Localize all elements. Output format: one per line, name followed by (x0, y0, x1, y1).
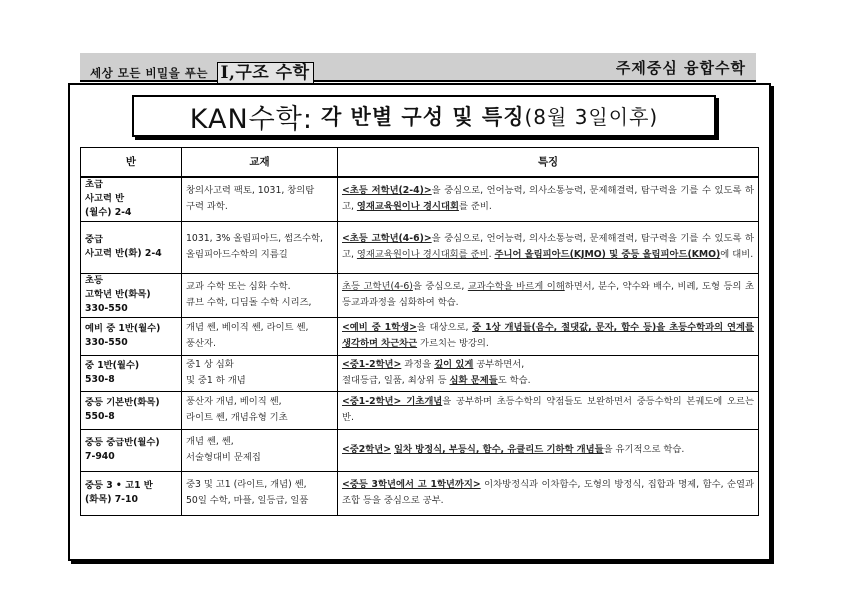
table-row (81, 471, 759, 515)
material-line: 개념 쎈, 쎈, (186, 436, 234, 447)
feature-text: 영재교육원이나 경시대회를 준비 (356, 249, 489, 260)
feature-text: 하면서, 분수, 약수와 배수, 비례, 도형 등의 초등교과과정을 심화하여 학습. (342, 281, 754, 308)
material-line: 개념 쎈, 베이직 쎈, 라이트 쎈, (186, 322, 309, 333)
header-bar (80, 53, 756, 82)
material-cell (182, 429, 338, 471)
feature-text: 영재교육원이나 경시대회 (356, 201, 459, 213)
title-rest (321, 101, 658, 131)
header-right-title: 주제중심 융합수학 (615, 59, 746, 77)
class-name-line: 330-550 (85, 337, 128, 348)
table-body (81, 177, 759, 515)
class-name-cell (81, 221, 182, 273)
feature-cell (338, 355, 759, 391)
material-line: 구력 과학. (186, 201, 228, 213)
material-cell (182, 391, 338, 429)
material-cell (182, 355, 338, 391)
material-line: 올림피아드수학의 지름길 (186, 249, 288, 260)
material-cell (182, 177, 338, 221)
header-book-title: I,구조 수학 (217, 62, 314, 84)
feature-text: . (488, 249, 495, 260)
material-cell (182, 221, 338, 273)
page-frame (68, 83, 771, 561)
feature-text: 를 준비. (458, 201, 492, 213)
class-name-line: 예비 중 1반(월수) (85, 323, 161, 334)
material-line: 교과 수학 또는 심화 수학. (186, 281, 291, 292)
feature-text: 을 공부하며 초등수학의 약점들도 보완하면서 중등수학의 본궤도에 오르는 반. (342, 396, 754, 423)
header-material: 교재 (182, 148, 338, 178)
class-name-line: 고학년 반(화목) (85, 289, 151, 300)
feature-text: 심화 문제들 (449, 375, 498, 386)
feature-cell (338, 177, 759, 221)
feature-text: 공부하면서, (473, 359, 525, 370)
feature-text: <중1-2학년> (342, 359, 402, 370)
feature-text: 중 1상 개념들(음수, 절댓값, 문자, 함수 등)을 초등수학과의 연계를 생각하며 차근차근 (342, 322, 754, 349)
feature-text: <중등 3학년에서 고 1학년까지> (342, 479, 481, 490)
class-name-line: 330-550 (85, 303, 128, 314)
material-line: 풍산자 개념, 베이직 쎈, (186, 396, 282, 407)
feature-text: 초등 고학년(4-6) (342, 281, 413, 292)
feature-text: 과정을 (401, 359, 435, 370)
feature-cell (338, 429, 759, 471)
table-row (81, 273, 759, 317)
class-name-line: 사고력 반(화) 2-4 (85, 248, 162, 259)
feature-text: 도 학습. (497, 375, 531, 386)
table-row (81, 355, 759, 391)
feature-cell (338, 317, 759, 355)
feature-text: 을 대상으로, (416, 322, 473, 333)
material-line: 풍산자. (186, 338, 216, 349)
class-name-line: 사고력 반 (85, 193, 125, 205)
table-row (81, 221, 759, 273)
class-name-line: 초등 (85, 275, 103, 286)
feature-text: 을 중심으로, 언어능력, 의사소통능력, 문제해결력, 탐구력을 기를 수 있도록 하고, (342, 185, 755, 213)
table-row (81, 391, 759, 429)
feature-text: <예비 중 1학생> (342, 322, 417, 333)
title-date: (8월 3일이후) (524, 105, 659, 129)
class-name-cell (81, 429, 182, 471)
material-cell (182, 317, 338, 355)
feature-cell (338, 273, 759, 317)
material-line: 중1 상 심화 (186, 359, 234, 370)
class-name-cell (81, 471, 182, 515)
class-name-line: 중등 기본반(화목) (85, 397, 160, 408)
feature-text: 가르치는 방강의. (417, 338, 489, 349)
material-cell (182, 273, 338, 317)
feature-text: 을 중심으로, 언어능력, 의사소통능력, 문제해결력, 탐구력을 기를 수 있도록 하고, (342, 233, 755, 260)
class-name-line: (화목) 7-10 (85, 494, 138, 505)
material-line: 50일 수학, 마플, 일등급, 일품 (186, 495, 309, 506)
title-text: 각 반별 구성 및 특징 (320, 105, 525, 129)
feature-text: 을 유기적으로 학습. (603, 444, 685, 455)
feature-text: 절대등급, 일품, 최상위 등 (342, 375, 450, 386)
feature-text: 교과수학을 바르게 이해 (467, 281, 565, 292)
material-cell (182, 471, 338, 515)
feature-text: 에 대비. (720, 249, 754, 260)
class-name-line: 중 1반(월수) (85, 360, 140, 371)
class-name-cell (81, 273, 182, 317)
class-name-line: (월수) 2-4 (85, 207, 132, 219)
feature-text: <중2학년> (342, 444, 391, 455)
class-name-line: 초급 (85, 179, 103, 191)
material-line: 큐브 수학, 디딤돌 수학 시리즈, (186, 297, 312, 308)
class-name-line: 550-8 (85, 411, 115, 422)
material-line: 및 중1 하 개념 (186, 375, 246, 386)
feature-text: 깊이 있게 (434, 359, 474, 370)
material-line: 서술형대비 문제집 (186, 452, 261, 463)
class-name-cell (81, 391, 182, 429)
table-row (81, 429, 759, 471)
class-table (80, 147, 759, 516)
material-line: 라이트 쎈, 개념유형 기초 (186, 412, 288, 423)
material-line: 1031, 3% 올림피아드, 썸즈수학, (186, 233, 323, 244)
table-header-row (81, 148, 759, 178)
feature-text: 을 중심으로, (412, 281, 468, 292)
class-name-line: 7-940 (85, 451, 115, 462)
class-name-line: 중등 3 • 고1 반 (85, 480, 153, 491)
class-name-line: 530-8 (85, 374, 115, 385)
feature-text: 주니어 올림피아드(KJMO) 및 중등 올림피아드(KMO) (494, 249, 721, 260)
class-name-cell (81, 355, 182, 391)
class-name-cell (81, 177, 182, 221)
class-name-cell (81, 317, 182, 355)
feature-text: 이차방정식과 이차함수, 도형의 방정식, 집합과 명제, 함수, 순열과 조합 등을 중심으로 공부. (342, 479, 754, 506)
class-name-line: 중등 중급반(월수) (85, 437, 160, 448)
feature-text: <중1-2학년> 기초개념 (342, 396, 443, 407)
header-prefix: 세상 모든 비밀을 푸는 (90, 66, 208, 80)
material-line: 창의사고력 팩토, 1031, 창의탐 (186, 185, 315, 197)
feature-text: 일차 방정식, 부등식, 함수, 유클리드 기하학 개념들 (393, 444, 604, 455)
feature-text: <초등 고학년(4-6)> (342, 233, 432, 244)
header-feature: 특징 (338, 148, 759, 178)
title-main: KAN수학: (189, 103, 313, 135)
feature-cell (338, 391, 759, 429)
header-left (90, 57, 314, 82)
feature-cell (338, 471, 759, 515)
header-class: 반 (81, 148, 182, 178)
feature-text: <초등 저학년(2-4)> (342, 185, 432, 197)
class-name-line: 중급 (85, 234, 103, 245)
feature-cell (338, 221, 759, 273)
material-line: 중3 및 고1 (라이트, 개념) 쎈, (186, 479, 307, 490)
table-row (81, 177, 759, 221)
title-box (132, 95, 716, 137)
table-row (81, 317, 759, 355)
